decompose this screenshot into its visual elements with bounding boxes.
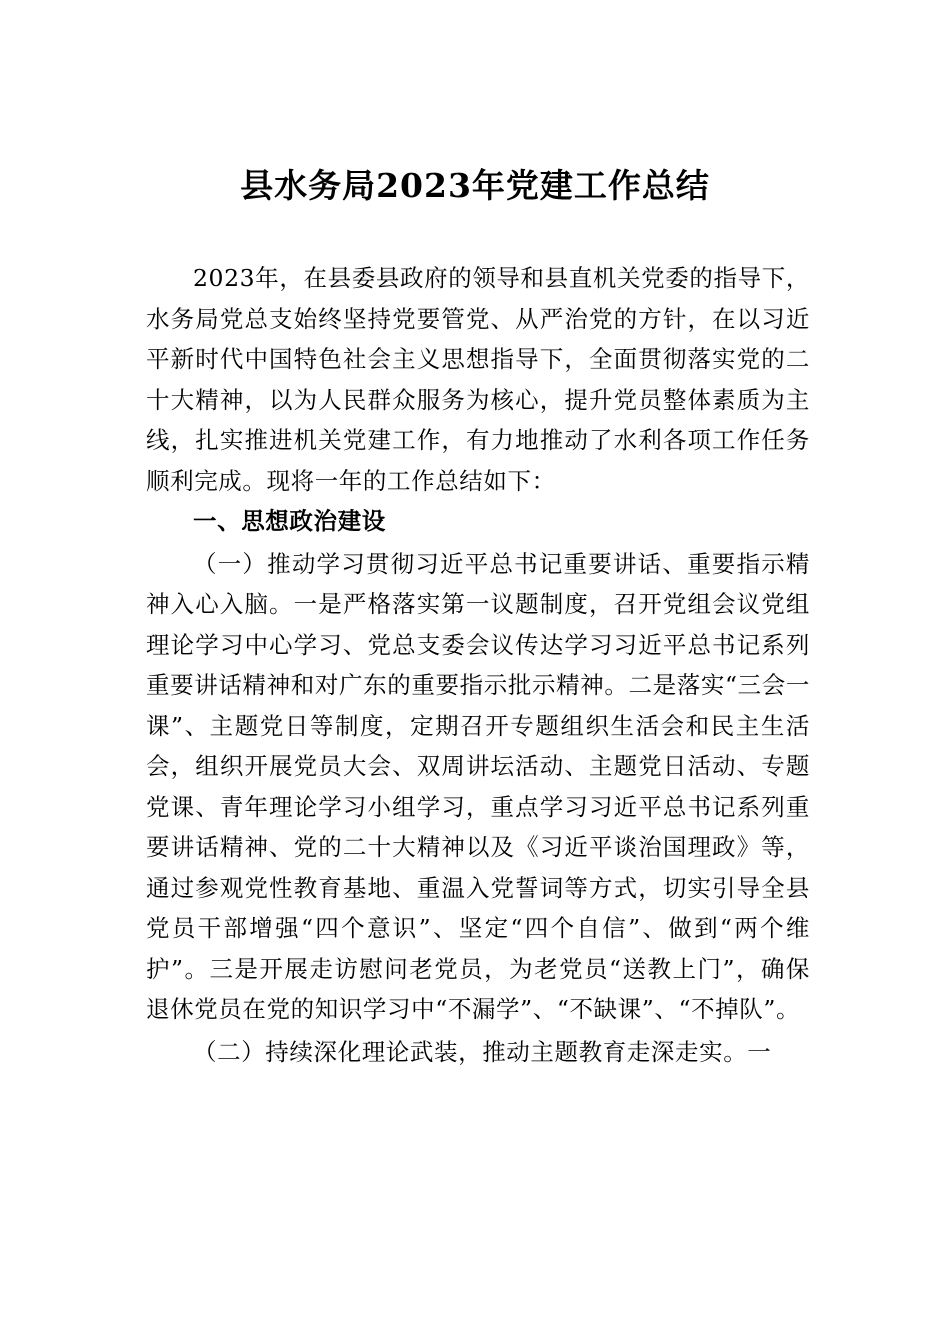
intro-paragraph: 2023年，在县委县政府的领导和县直机关党委的指导下，水务局党总支始终坚持党要管党、从严治党的方针，在以习近平新时代中国特色社会主义思想指导下，全面贯彻落实党的二十大精神，以为人民群众服务为核心，提升党员整体素质为主线，扎实推进机关党建工作，有力地推动了水利各项工作任务顺利完成。现将一年的工作总结如下： — [146, 264, 810, 495]
subsection-paragraph-2: （二）持续深化理论武装，推动主题教育走深走实。一 — [193, 1037, 772, 1066]
section-heading: 一、思想政治建设 — [193, 507, 386, 535]
document-title: 县水务局2023年党建工作总结 — [240, 166, 710, 205]
document-body — [146, 258, 810, 1072]
subsection-paragraph-1: （一）推动学习贯彻习近平总书记重要讲话、重要指示精神入心入脑。一是严格落实第一议题制度，召开党组会议党组理论学习中心学习、党总支委会议传达学习习近平总书记系列重要讲话精神和对广东的重要指示批示精神。二是落实“三会一课”、主题党日等制度，定期召开专题组织生活会和民主生活会，组织开展党员大会、双周讲坛活动、主题党日活动、专题党课、青年理论学习小组学习，重点学习习近平总书记系列重要讲话精神、党的二十大精神以及《习近平谈治国理政》等，通过参观党性教育基地、重温入党誓词等方式，切实引导全县党员干部增强“四个意识”、坚定“四个自信”、做到“两个维护”。三是开展走访慰问老党员，为老党员“送教上门”，确保退休党员在党的知识学习中“不漏学”、“不缺课”、“不掉队”。 — [146, 549, 810, 1023]
